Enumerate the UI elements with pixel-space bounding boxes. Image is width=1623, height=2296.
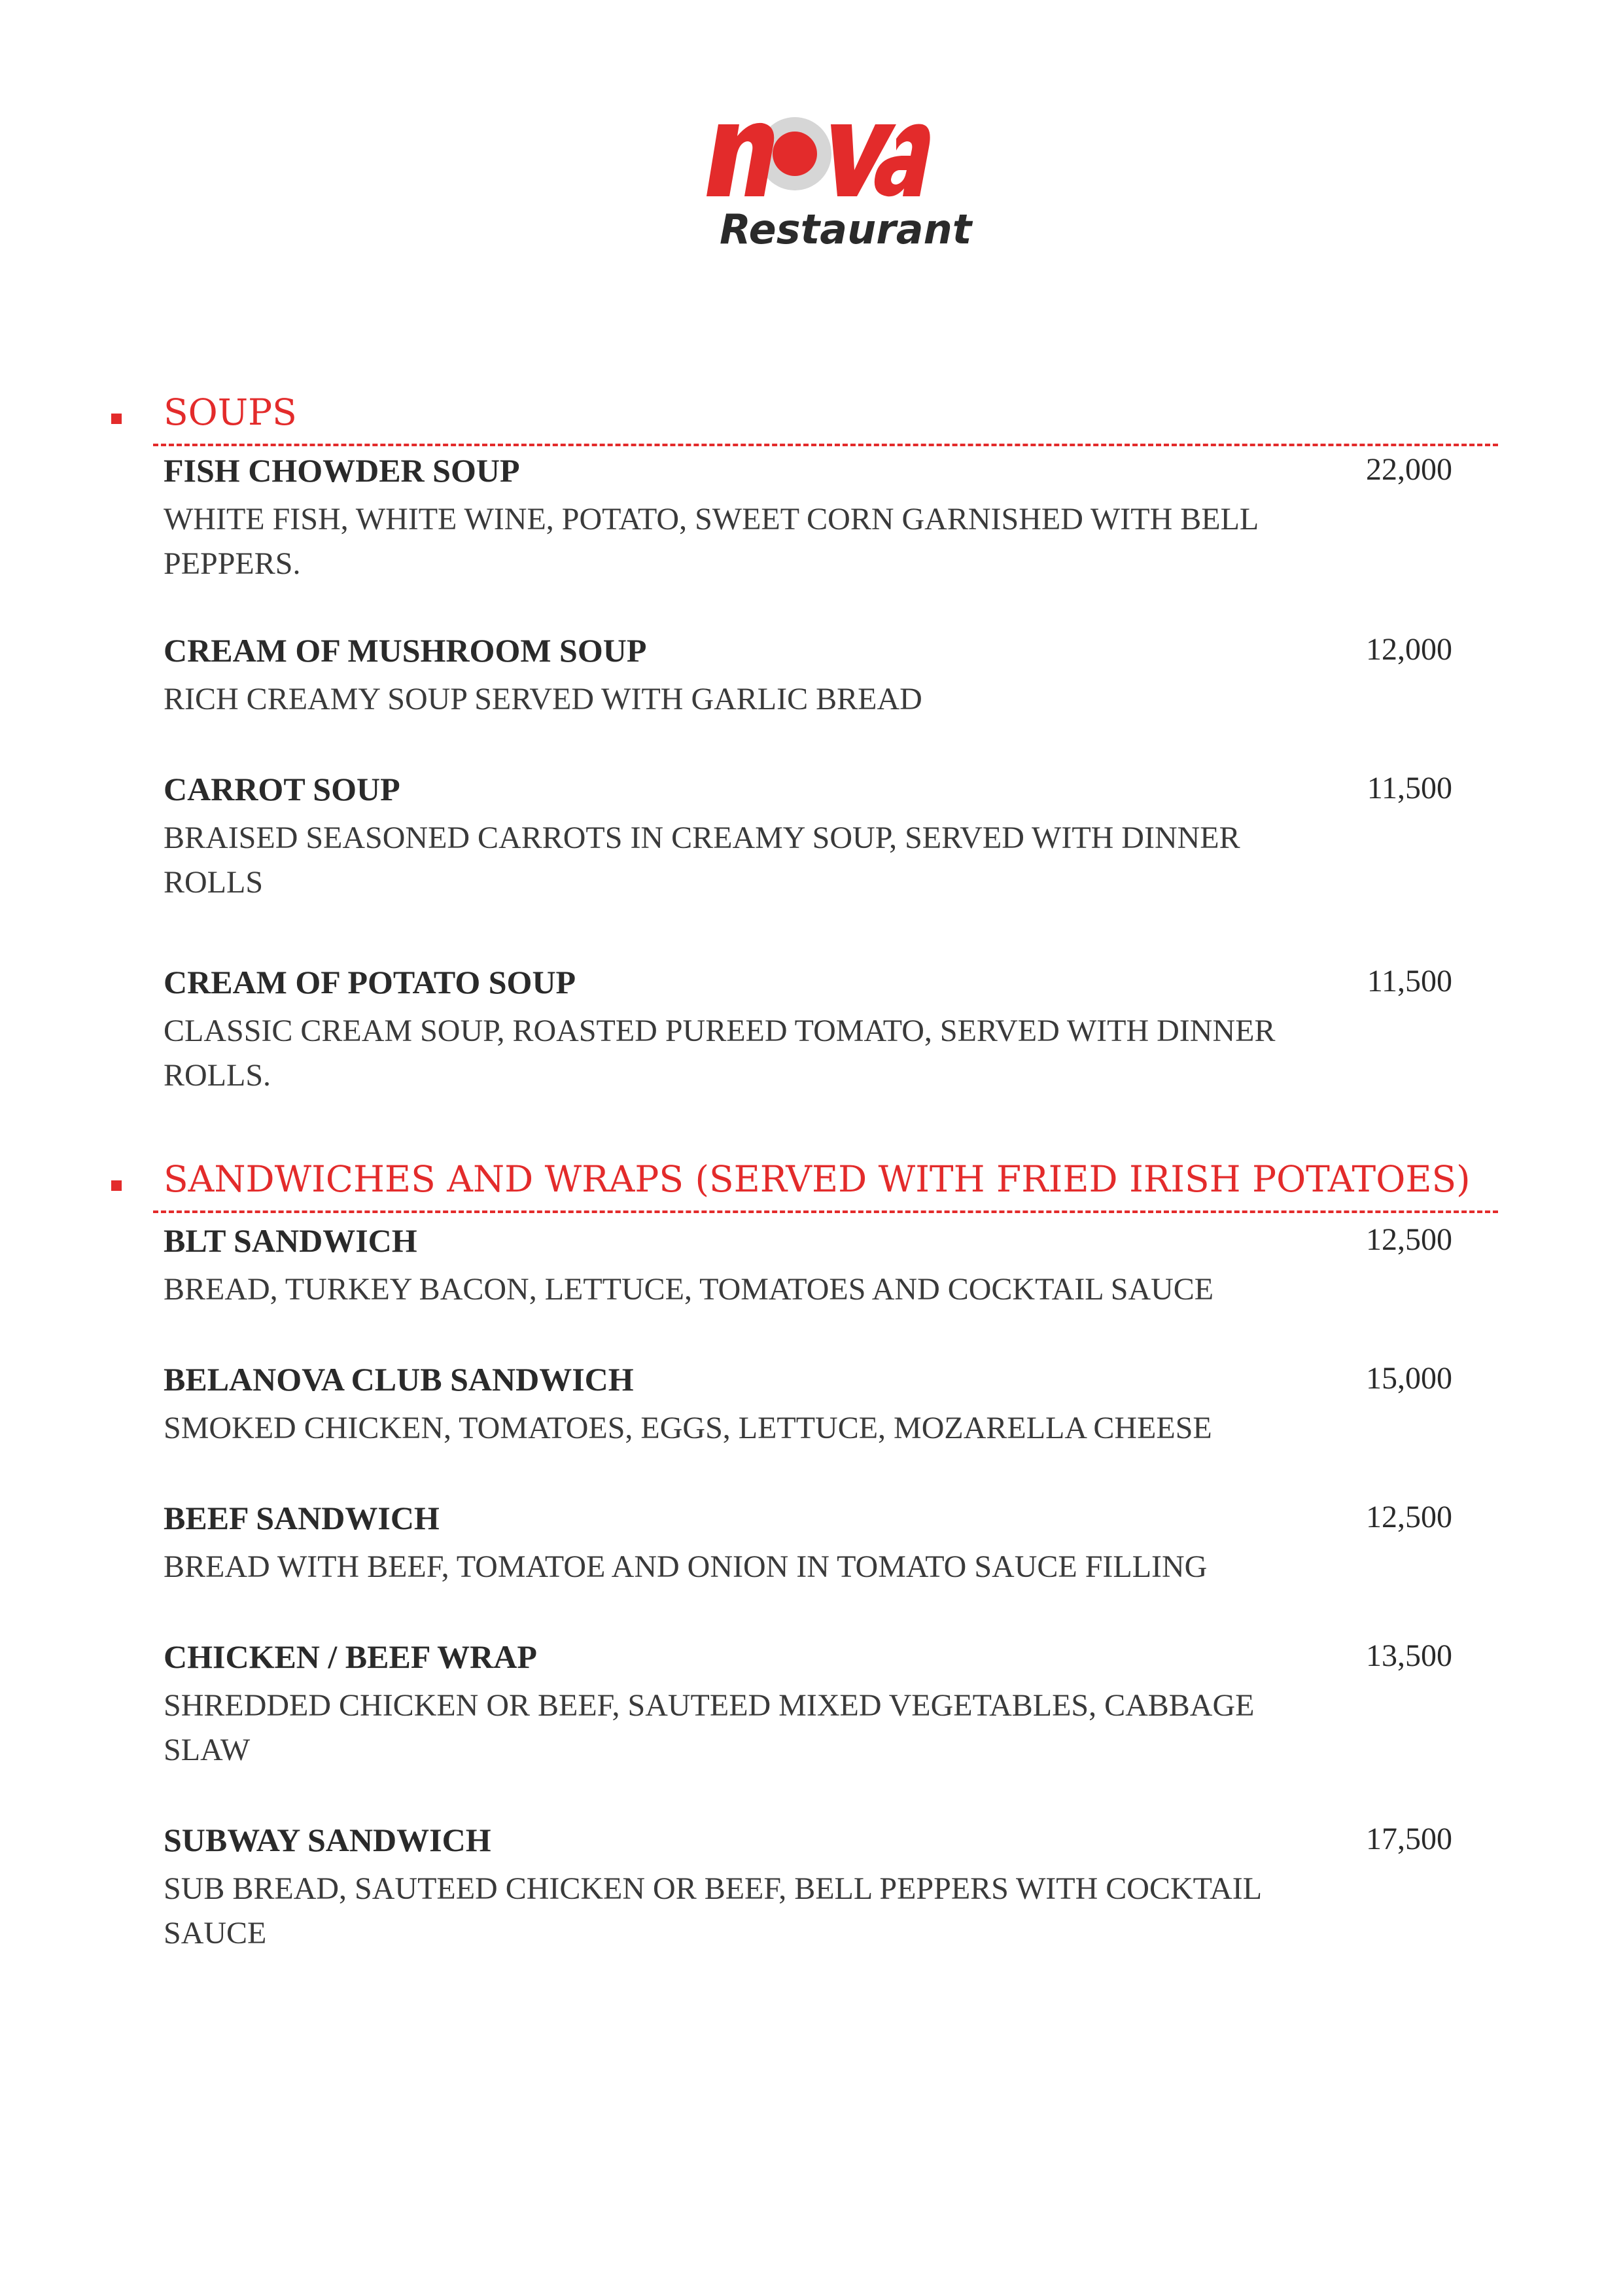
item-description: RICH CREAMY SOUP SERVED WITH GARLIC BREAD	[164, 682, 922, 716]
item-price: 12,500	[1366, 1500, 1452, 1534]
section-header	[111, 386, 1498, 451]
item-description: BRAISED SEASONED CARROTS IN CREAMY SOUP, SERVED WITH DINNER ROLLS	[164, 821, 1240, 900]
item-description: SUB BREAD, SAUTEED CHICKEN OR BEEF, BELL PEPPERS WITH COCKTAIL SAUCE	[164, 1871, 1261, 1951]
item-name: CHICKEN / BEEF WRAP	[164, 1638, 537, 1675]
logo-subtitle: Restaurant	[720, 205, 972, 253]
square-bullet-icon	[111, 414, 122, 424]
item-name: CREAM OF POTATO SOUP	[164, 964, 576, 1000]
item-name: CREAM OF MUSHROOM SOUP	[164, 632, 647, 669]
item-name: BELANOVA CLUB SANDWICH	[164, 1361, 634, 1398]
dashed-divider	[153, 444, 1498, 446]
item-description: BREAD, TURKEY BACON, LETTUCE, TOMATOES AND COCKTAIL SAUCE	[164, 1272, 1214, 1307]
item-description: WHITE FISH, WHITE WINE, POTATO, SWEET CORN GARNISHED WITH BELL PEPPERS.	[164, 502, 1258, 581]
square-bullet-icon	[111, 1180, 122, 1191]
item-name: BLT SANDWICH	[164, 1222, 417, 1259]
item-name: SUBWAY SANDWICH	[164, 1822, 491, 1858]
item-name: FISH CHOWDER SOUP	[164, 452, 520, 489]
item-description: CLASSIC CREAM SOUP, ROASTED PUREED TOMATO, SERVED WITH DINNER ROLLS.	[164, 1014, 1276, 1093]
section-title: SOUPS	[164, 391, 297, 433]
logo-graphic	[700, 98, 972, 268]
section-title: SANDWICHES AND WRAPS (SERVED WITH FRIED IRISH POTATOES)	[164, 1158, 1471, 1200]
item-price: 12,000	[1366, 632, 1452, 667]
item-name: CARROT SOUP	[164, 771, 400, 807]
section-header	[111, 1153, 1498, 1218]
item-description: BREAD WITH BEEF, TOMATOE AND ONION IN TOMATO SAUCE FILLING	[164, 1549, 1208, 1584]
item-price: 22,000	[1366, 452, 1452, 487]
item-description: SMOKED CHICKEN, TOMATOES, EGGS, LETTUCE, MOZARELLA CHEESE	[164, 1411, 1212, 1445]
item-description: SHREDDED CHICKEN OR BEEF, SAUTEED MIXED VEGETABLES, CABBAGE SLAW	[164, 1688, 1255, 1767]
item-price: 15,000	[1366, 1361, 1452, 1396]
item-name: BEEF SANDWICH	[164, 1500, 440, 1536]
item-price: 17,500	[1366, 1822, 1452, 1856]
item-price: 11,500	[1367, 771, 1452, 805]
nova-restaurant-logo	[700, 98, 972, 268]
item-price: 13,500	[1366, 1638, 1452, 1673]
dashed-divider	[153, 1210, 1498, 1213]
item-price: 12,500	[1366, 1222, 1452, 1257]
item-price: 11,500	[1367, 964, 1452, 998]
